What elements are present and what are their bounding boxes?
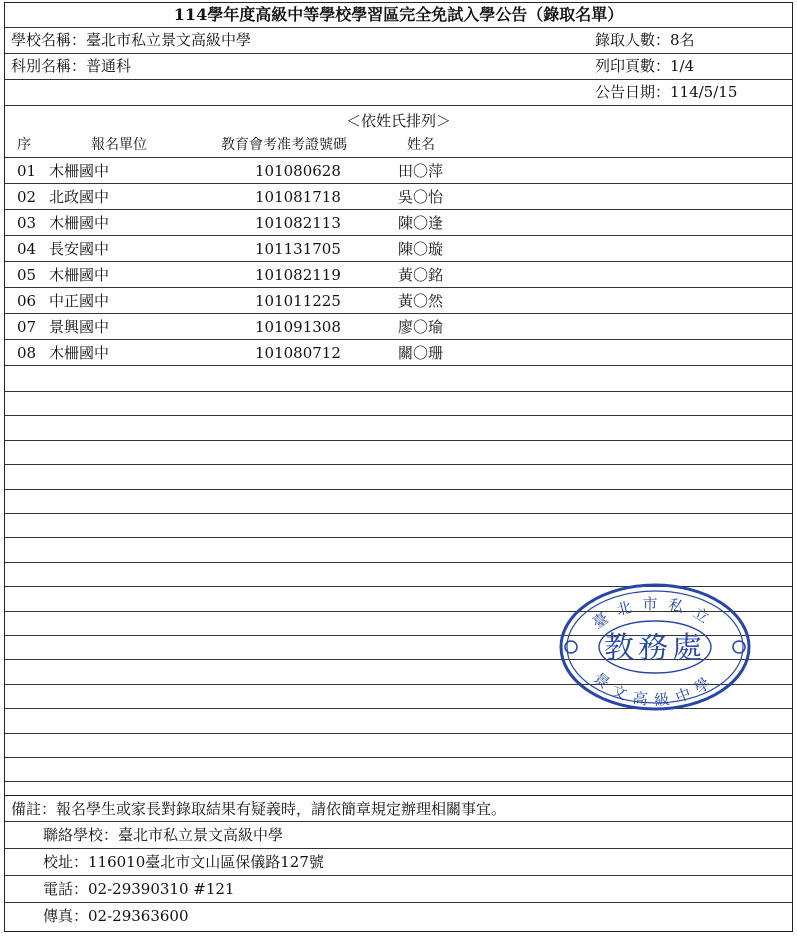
row-seq: 06 bbox=[17, 292, 37, 310]
page-count: 列印頁數：1/4 bbox=[595, 57, 695, 75]
row-seq: 08 bbox=[17, 344, 37, 362]
empty-table-row bbox=[5, 439, 792, 465]
empty-table-row bbox=[5, 415, 792, 441]
admitted-count: 錄取人數：8名 bbox=[595, 31, 695, 49]
row-name: 田〇萍 bbox=[398, 162, 444, 180]
notice-title: 114學年度高級中等學校學習區完全免試入學公告（錄取名單） bbox=[5, 3, 792, 28]
row-seq: 02 bbox=[17, 188, 37, 206]
row-seq: 03 bbox=[17, 214, 37, 232]
row-exam-number: 101082113 bbox=[255, 214, 341, 232]
phone-line bbox=[5, 876, 792, 903]
svg-text:臺北市私立 bbox=[589, 595, 721, 633]
school-name: 學校名稱：臺北市私立景文高級中學 bbox=[11, 31, 252, 49]
school-phone: 電話：02-29390310 #121 bbox=[43, 880, 235, 898]
row-seq: 05 bbox=[17, 266, 37, 284]
info-row-program bbox=[5, 54, 792, 80]
info-row-school bbox=[5, 28, 792, 54]
empty-table-row bbox=[5, 732, 792, 758]
notice-date: 公告日期：114/5/15 bbox=[595, 83, 738, 101]
sort-note: ＜依姓氏排列＞ bbox=[345, 112, 451, 130]
table-row bbox=[5, 262, 792, 288]
row-name: 關〇珊 bbox=[398, 344, 444, 362]
row-exam-number: 101131705 bbox=[255, 240, 341, 258]
contact-line bbox=[5, 822, 792, 849]
row-seq: 04 bbox=[17, 240, 37, 258]
empty-table-row bbox=[5, 464, 792, 490]
row-school: 北政國中 bbox=[49, 188, 110, 206]
column-name: 姓名 bbox=[407, 137, 435, 153]
address-line bbox=[5, 849, 792, 876]
row-exam-number: 101091308 bbox=[255, 318, 341, 336]
table-row bbox=[5, 184, 792, 210]
remark-text: 備註：報名學生或家長對錄取結果有疑義時，請依簡章規定辦理相關事宜。 bbox=[11, 800, 507, 818]
stamp-bottom-text: 景文高級中學 bbox=[589, 668, 721, 710]
column-seq: 序 bbox=[17, 137, 31, 153]
table-row bbox=[5, 236, 792, 262]
row-school: 木柵國中 bbox=[49, 214, 110, 232]
info-row-date bbox=[5, 80, 792, 106]
school-fax: 傳真：02-29363600 bbox=[43, 907, 189, 925]
stamp-top-text: 臺北市私立 bbox=[589, 594, 721, 633]
row-school: 木柵國中 bbox=[49, 266, 110, 284]
svg-text:景文高級中學 bbox=[590, 669, 720, 710]
row-name: 陳〇璇 bbox=[398, 240, 444, 258]
table-header bbox=[5, 134, 792, 158]
school-address: 校址：116010臺北市文山區保儀路127號 bbox=[43, 853, 324, 871]
table-row bbox=[5, 340, 792, 366]
row-exam-number: 101080712 bbox=[255, 344, 341, 362]
empty-table-row bbox=[5, 756, 792, 782]
empty-table-row bbox=[5, 390, 792, 416]
remark-line bbox=[5, 795, 792, 822]
contact-school: 聯絡學校：臺北市私立景文高級中學 bbox=[43, 826, 284, 844]
row-seq: 07 bbox=[17, 318, 37, 336]
row-seq: 01 bbox=[17, 162, 37, 180]
table-row bbox=[5, 288, 792, 314]
row-name: 黃〇銘 bbox=[398, 266, 444, 284]
table-row bbox=[5, 210, 792, 236]
row-name: 陳〇逢 bbox=[398, 214, 444, 232]
table-row bbox=[5, 158, 792, 184]
admission-notice-sheet bbox=[4, 2, 793, 932]
stamp-center-text: 教務處 bbox=[604, 631, 706, 666]
row-name: 黃〇然 bbox=[398, 292, 444, 310]
row-school: 景興國中 bbox=[49, 318, 110, 336]
empty-table-row bbox=[5, 488, 792, 514]
office-seal-stamp bbox=[557, 581, 753, 713]
empty-table-row bbox=[5, 366, 792, 392]
empty-table-row bbox=[5, 537, 792, 563]
table-row bbox=[5, 314, 792, 340]
empty-table-row bbox=[5, 512, 792, 538]
row-exam-number: 101011225 bbox=[255, 292, 341, 310]
fax-line bbox=[5, 903, 792, 930]
row-school: 木柵國中 bbox=[49, 162, 110, 180]
row-exam-number: 101081718 bbox=[255, 188, 341, 206]
row-exam-number: 101082119 bbox=[255, 266, 341, 284]
row-name: 吳〇怡 bbox=[398, 188, 444, 206]
row-school: 長安國中 bbox=[49, 240, 110, 258]
row-school: 中正國中 bbox=[49, 292, 110, 310]
column-exam-number: 教育會考准考證號碼 bbox=[221, 137, 347, 153]
program-name: 科別名稱：普通科 bbox=[11, 57, 132, 75]
row-exam-number: 101080628 bbox=[255, 162, 341, 180]
column-school: 報名單位 bbox=[91, 137, 147, 153]
row-name: 廖〇瑜 bbox=[398, 318, 444, 336]
row-school: 木柵國中 bbox=[49, 344, 110, 362]
